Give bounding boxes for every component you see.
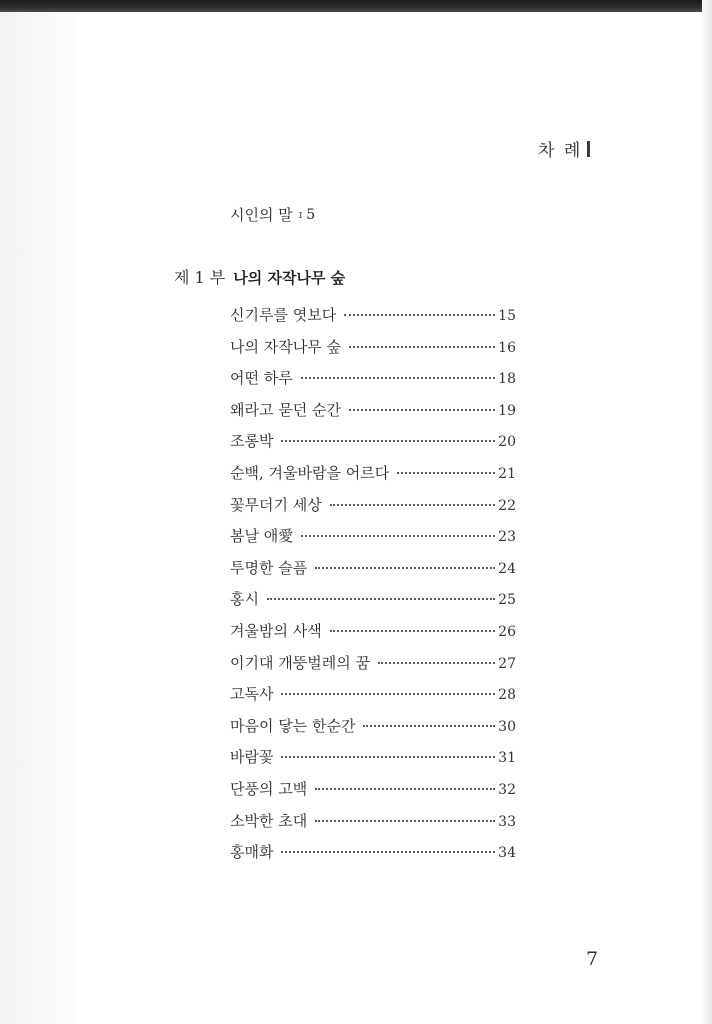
toc-entry [230,430,516,462]
toc-entry-page: 20 [498,434,516,451]
toc-entry-title: 겨울밤의 사색 [230,621,322,640]
toc-entry-page: 16 [498,339,516,356]
toc-entry-title: 마음이 닿는 한순간 [230,716,356,735]
toc-entry [230,525,516,557]
dot-leader [301,535,495,537]
dot-leader [301,377,495,379]
dot-leader [281,693,495,695]
toc-entry [230,810,516,842]
contents-heading [538,136,590,161]
toc-entry-title: 봄날 애愛 [230,527,294,546]
toc-entry [230,746,516,778]
toc-entry-title: 홍시 [230,590,259,609]
toc-entry [230,494,516,526]
dot-leader [315,820,495,822]
toc-entry [230,652,516,684]
part-heading [174,265,345,288]
dot-leader [330,630,495,632]
toc-entry-page: 27 [498,655,516,672]
dot-leader [315,788,495,790]
part-label: 제 1 부 [174,268,226,287]
toc-entry-page: 31 [498,750,516,767]
toc-entry-page: 22 [498,497,516,514]
toc-entry-title: 바람꽃 [230,748,274,767]
dot-leader [344,314,495,316]
toc-entry-title: 이기대 개뚱벌레의 꿈 [230,653,370,672]
dot-leader [397,472,495,474]
scan-gutter-shadow [0,12,78,1024]
toc-entry [230,462,516,494]
dot-leader [378,662,495,664]
dot-leader [281,851,495,853]
toc-entry-title: 소박한 초대 [230,811,308,830]
part-title: 나의 자작나무 숲 [233,269,346,287]
toc-entry-page: 34 [498,845,516,862]
toc-entry-title: 홍매화 [230,843,274,862]
toc-entry [230,588,516,620]
preface-separator: ɪ [298,208,303,221]
toc-entry [230,715,516,747]
scan-top-shadow [0,0,712,12]
dot-leader [315,567,495,569]
toc-entry-title: 투명한 슬픔 [230,558,308,577]
toc-entry-page: 24 [498,560,516,577]
toc-entry [230,683,516,715]
toc-entry-title: 왜라고 묻던 순간 [230,400,341,419]
dot-leader [363,725,495,727]
toc-entry-page: 30 [498,718,516,735]
toc-entry [230,778,516,810]
dot-leader [281,756,495,758]
toc-entry-page: 15 [498,308,516,324]
toc-entry [230,399,516,431]
dot-leader [349,409,495,411]
toc-entry-title: 어떤 하루 [230,369,293,388]
toc-entry [230,336,516,368]
contents-heading-text: 차 례 [538,141,583,161]
dot-leader [267,598,495,600]
toc-entry-title: 고독사 [230,685,274,704]
toc-entry-title: 신기루를 엿보다 [230,306,337,324]
toc-entry-page: 19 [498,402,516,419]
toc-entry [230,367,516,399]
toc-entry-page: 18 [498,371,516,388]
scan-right-edge [702,0,712,1024]
toc-entry-page: 26 [498,623,516,640]
dot-leader [330,504,495,506]
preface-page: 5 [306,206,316,223]
toc-entry [230,620,516,652]
preface-title: 시인의 말 [230,206,293,224]
toc-entry-page: 23 [498,529,516,546]
toc-entry [230,557,516,589]
toc-entry-title: 나의 자작나무 숲 [230,337,341,356]
toc-entry-page: 25 [498,592,516,609]
toc-entry-page: 28 [498,687,516,704]
toc-list [230,304,516,873]
toc-entry-page: 21 [498,465,516,482]
preface-entry [230,204,315,225]
toc-entry-title: 조롱박 [230,432,274,451]
page-number: 7 [586,948,599,970]
toc-entry [230,304,516,336]
toc-entry [230,841,516,873]
toc-entry-title: 꽃무더기 세상 [230,495,322,514]
dot-leader [349,346,495,348]
heading-bar-mark [587,141,590,157]
toc-entry-page: 32 [498,781,516,798]
toc-entry-title: 순백, 겨울바람을 어르다 [230,463,390,482]
dot-leader [281,440,495,442]
toc-entry-title: 단풍의 고백 [230,779,308,798]
toc-entry-page: 33 [498,813,516,830]
